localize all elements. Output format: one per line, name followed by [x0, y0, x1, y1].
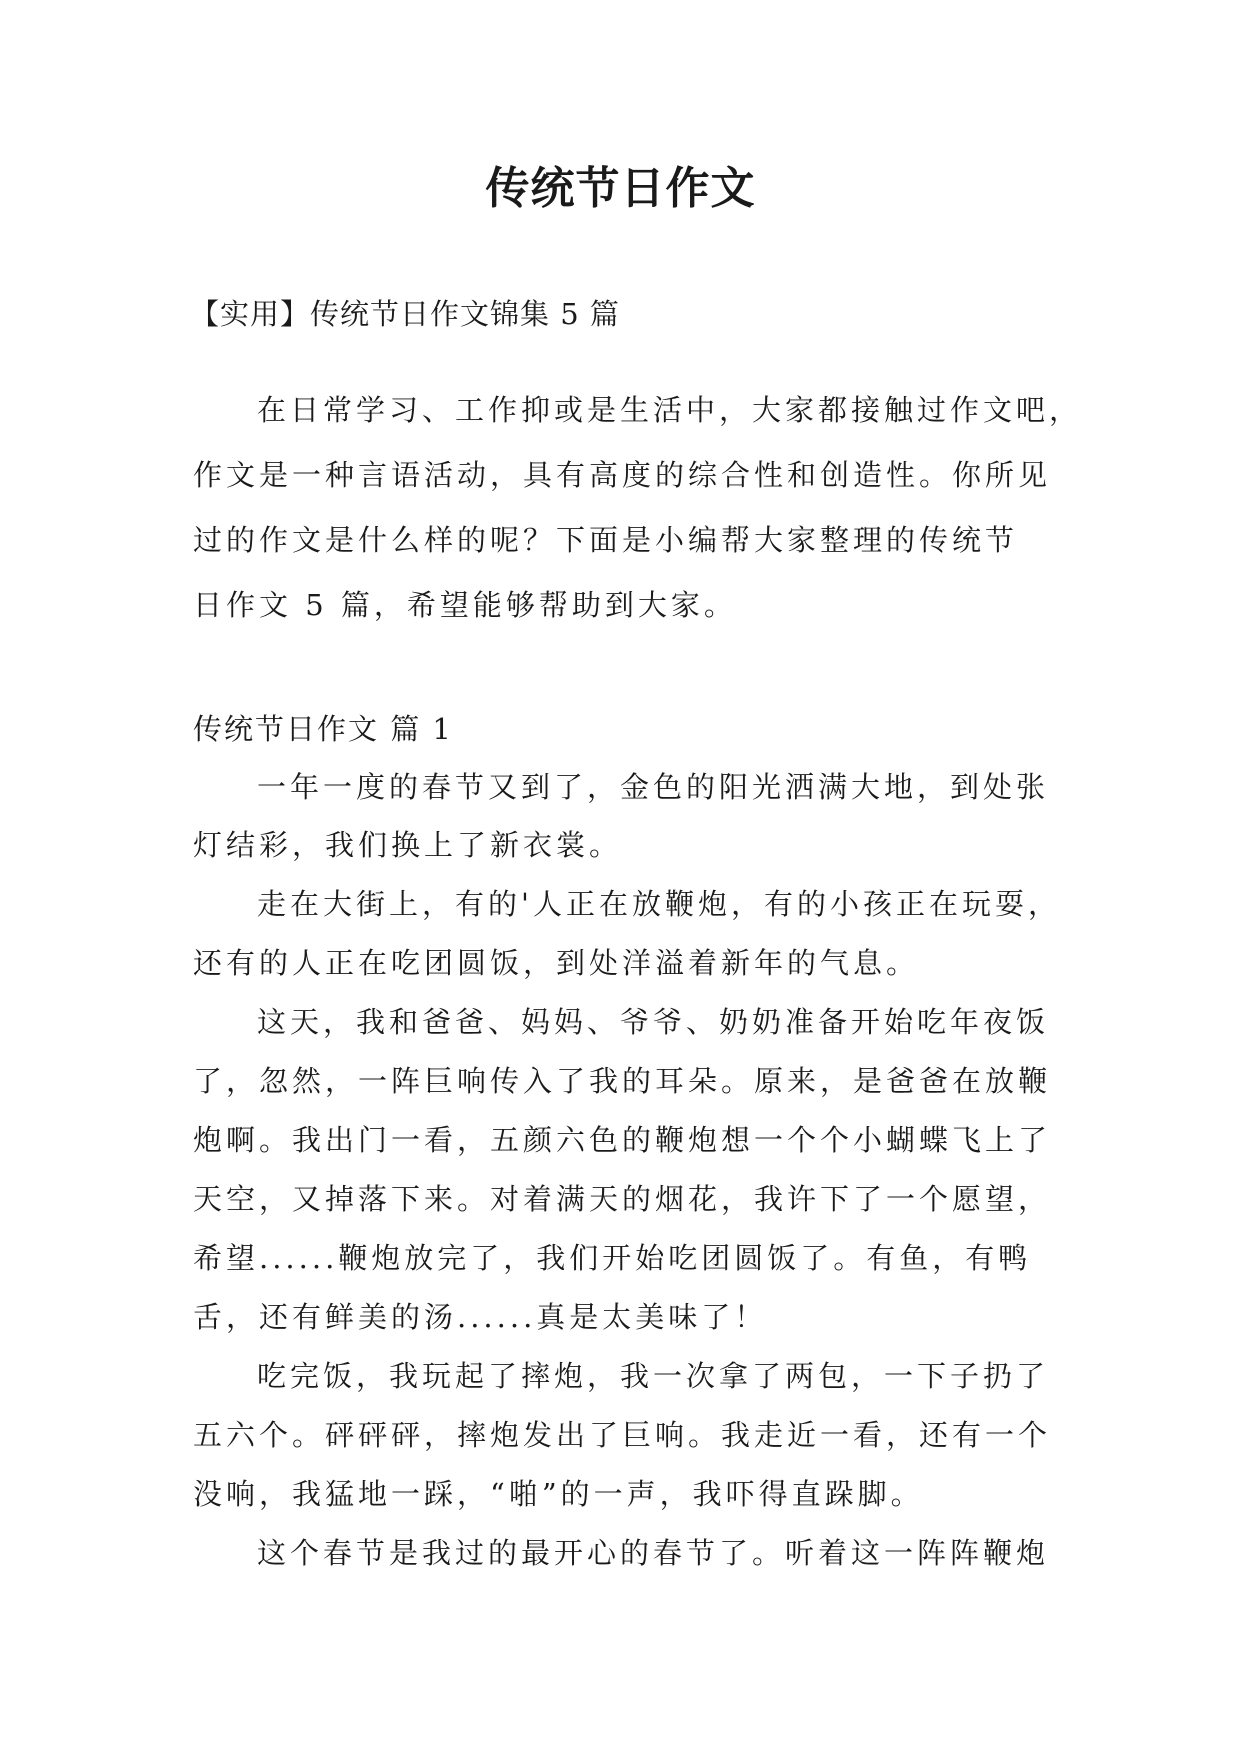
body-line-9: 希望......鞭炮放完了，我们开始吃团圆饭了。有鱼，有鸭: [193, 1241, 1032, 1275]
document-title: 传统节日作文: [485, 163, 756, 214]
body-line-12: 五六个。砰砰砰，摔炮发出了巨响。我走近一看，还有一个: [193, 1418, 1052, 1452]
body-line-1: 一年一度的春节又到了，金色的阳光洒满大地，到处张: [257, 770, 1050, 804]
body-line-10: 舌，还有鲜美的汤......真是太美味了！: [193, 1300, 768, 1334]
body-line-5: 这天，我和爸爸、妈妈、爷爷、奶奶准备开始吃年夜饭: [257, 1005, 1050, 1039]
body-line-7: 炮啊。我出门一看，五颜六色的鞭炮想一个个小蝴蝶飞上了: [193, 1123, 1052, 1157]
body-line-2: 灯结彩，我们换上了新衣裳。: [193, 828, 623, 862]
body-line-14: 这个春节是我过的最开心的春节了。听着这一阵阵鞭炮: [257, 1536, 1050, 1570]
intro-line-3: 过的作文是什么样的呢？下面是小编帮大家整理的传统节: [193, 523, 1019, 557]
body-line-6: 了，忽然，一阵巨响传入了我的耳朵。原来，是爸爸在放鞭: [193, 1064, 1052, 1098]
body-line-8: 天空，又掉落下来。对着满天的烟花，我许下了一个愿望，: [193, 1182, 1052, 1216]
body-line-4: 还有的人正在吃团圆饭，到处洋溢着新年的气息。: [193, 946, 920, 980]
intro-line-1: 在日常学习、工作抑或是生活中，大家都接触过作文吧，: [257, 393, 1083, 427]
body-line-13: 没响，我猛地一踩，“啪”的一声，我吓得直跺脚。: [193, 1477, 924, 1511]
body-line-11: 吃完饭，我玩起了摔炮，我一次拿了两包，一下子扔了: [257, 1359, 1050, 1393]
intro-line-2: 作文是一种言语活动，具有高度的综合性和创造性。你所见: [193, 458, 1052, 492]
document-subtitle: 【实用】传统节日作文锦集 5 篇: [190, 297, 620, 331]
intro-line-4: 日作文 5 篇，希望能够帮助到大家。: [193, 588, 737, 622]
section-heading: 传统节日作文 篇 1: [193, 712, 453, 746]
body-line-3: 走在大街上，有的'人正在放鞭炮，有的小孩正在玩耍，: [257, 887, 1061, 921]
